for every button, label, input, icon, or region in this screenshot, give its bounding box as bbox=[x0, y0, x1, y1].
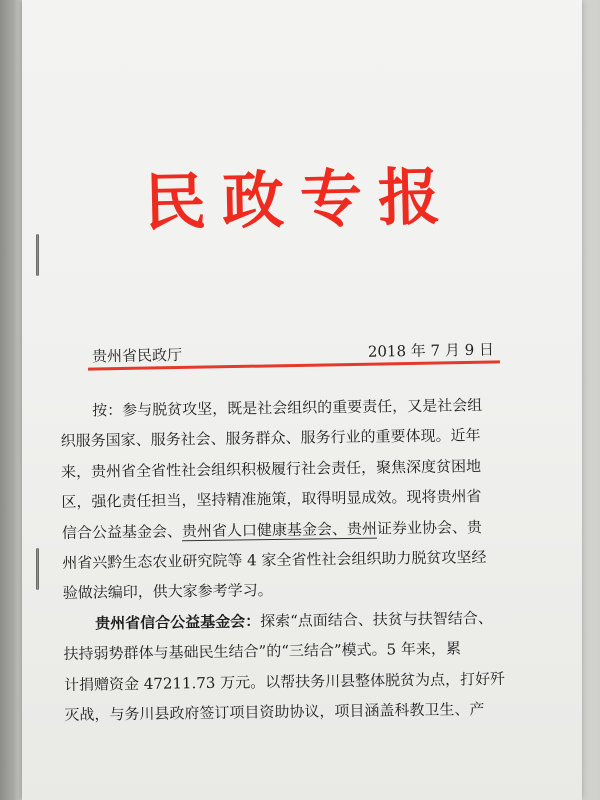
staple-bottom bbox=[36, 548, 39, 590]
note-line: 来，贵州省全省性社会组织积极履行社会责任，聚焦深度贫困地 bbox=[60, 456, 482, 481]
section-org-name: 贵州省信合公益基金会： bbox=[95, 612, 261, 633]
note-line: 验做法编印，供大家参考学习。 bbox=[62, 581, 273, 603]
issue-date: 2018 年 7 月 9 日 bbox=[367, 340, 495, 361]
note-text: 证券业协会、贵 bbox=[376, 517, 483, 538]
section-line: 灭战，与务川县政府签订项目资助协议，项目涵盖科教卫生、产 bbox=[64, 700, 485, 725]
note-line: 区，强化责任担当，坚持精准施策，取得明显成效。现将贵州省 bbox=[61, 487, 482, 512]
section-line: 计捐赠资金 47211.73 万元。以帮扶务川县整体脱贫为点，打好歼 bbox=[63, 669, 506, 694]
note-line: 按：参与脱贫攻坚，既是社会组织的重要责任，又是社会组 bbox=[92, 396, 483, 420]
section-line: 扶持弱势群体与基础民生结合”的“三结合”模式。5 年来，累 bbox=[63, 639, 462, 664]
section-text: 探索“点面结合、扶贫与扶智结合、 bbox=[260, 608, 493, 631]
issuer: 贵州省民政厅 bbox=[91, 345, 183, 366]
note-text: 信合公益基金会、 bbox=[61, 521, 183, 542]
underlined-text: 贵州省人口健康基金会、贵州 bbox=[181, 519, 378, 540]
masthead-title: 民政专报 bbox=[143, 159, 457, 240]
document-body bbox=[60, 389, 535, 730]
note-line: 州省兴黔生态农业研究院等 4 家全省性社会组织助力脱贫攻坚经 bbox=[62, 548, 487, 573]
note-line: 织服务国家、服务社会、服务群众、服务行业的重要体现。近年 bbox=[60, 426, 481, 451]
